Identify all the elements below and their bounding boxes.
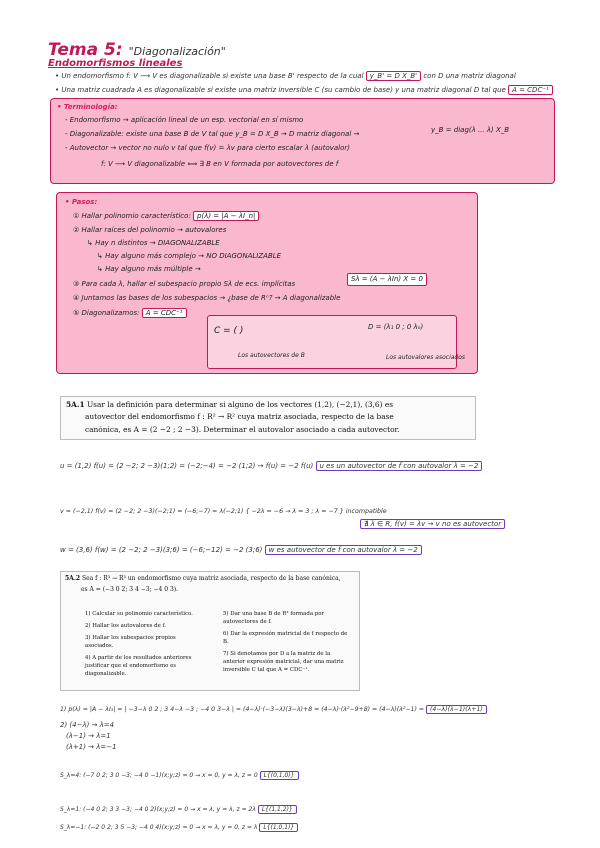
- sol-v-box: ∄ λ ∈ R, f(v) = λv → v no es autovector: [360, 519, 505, 529]
- step-5-text: ⑤ Diagonalizamos:: [73, 309, 140, 317]
- terminology-item-3: - Autovector → vector no nulo v tal que f(v) = λv para cierto escalar λ (autovalor): [65, 144, 351, 152]
- terminology-heading: • Terminología:: [57, 103, 118, 111]
- exercise-1-line-2: autovector del endomorfismo f : R² → R² cuya matriz asociada, respecto de la base: [85, 412, 394, 421]
- intro-line-2-text: • Una matriz cuadrada A es diagonalizable si existe una matriz inversible C (su cambio de base) y una matriz diagonal D tal que: [55, 86, 506, 94]
- poly-box: p(λ) = |A − λI_n|: [193, 211, 259, 221]
- sol1-box: (4−λ)(λ−1)(λ+1): [426, 705, 487, 714]
- intro-line-2: [55, 86, 553, 94]
- step-2c: ↳ Hay alguno más múltiple →: [97, 265, 201, 273]
- exercise-2-item-7: 7) Si denotamos por D a la matriz de la anterior expresión matricial, dar una matriz inversible C tal que A = CDC⁻¹.: [223, 651, 344, 673]
- terminology-formula: y_B = diag(λ ... λ) X_B: [431, 126, 510, 134]
- label-autovalores: Los autovalores asociados: [386, 354, 466, 361]
- subspace-lambda-4: [60, 772, 299, 779]
- label-autovectores: Los autovectores de B: [238, 352, 305, 359]
- exercise-2-item-3: 3) Hallar los subespacios propios asociados.: [85, 635, 176, 649]
- exercise-2-statement: [60, 571, 360, 691]
- exercise-1-line-3: canónica, es A = (2 −2 ; 2 −3). Determinar el autovalor asociado a cada autovector.: [85, 425, 400, 434]
- step-4: ④ Juntamos las bases de los subespacios → ¿base de Rⁿ? → A diagonalizable: [73, 294, 341, 302]
- terminology-box: [50, 98, 555, 184]
- exercise-1-text-1: Usar la definición para determinar si alguno de los vectores (1,2), (−2,1), (3,6) es: [86, 400, 393, 409]
- section-heading: Endomorfismos lineales: [48, 58, 183, 69]
- sol1-text: 1) p(λ) = |A − λI₃| = | −3−λ 0 2 ; 3 4−λ −3 ; −4 0 3−λ | = (4−λ)·(−3−λ)(3−λ)+8 = (4−λ)·(λ²−9+8) = (4−λ)(λ²−1) =: [60, 706, 425, 713]
- exercise-2-item-6: 6) Dar la expresión matricial de f respecto de B.: [223, 631, 348, 645]
- slambda-box: Sλ = (A − λIn) X = 0: [347, 273, 427, 286]
- step-5: [73, 308, 187, 319]
- exercise-2-item-4: 4) A partir de los resultados anteriores justificar que el endomorfismo es diagonalizable.: [85, 655, 192, 677]
- diag-box: A = CDC⁻¹: [142, 308, 187, 318]
- intro-line-1-box: y_B' = D X_B': [366, 71, 421, 81]
- s4-text: S_λ=4: (−7 0 2; 3 0 −3; −4 0 −1)(x;y;z) = 0 → x = 0, y = λ, z = 0: [60, 772, 258, 779]
- sm1-text: S_λ=−1: (−2 0 2; 3 5 −3; −4 0 4)(x;y;z) = 0 → x = λ, y = 0, z = λ: [60, 824, 258, 831]
- step-2: ② Hallar raíces del polinomio → autovalores: [73, 226, 227, 234]
- exercise-2-solution-2: [60, 720, 117, 753]
- title-main: Tema 5:: [48, 40, 123, 60]
- exercise-2-text-1: Sea f : R³ → R³ un endomorfismo cuya matriz asociada, respecto de la base canónica,: [82, 575, 341, 582]
- sol-w-box: w es autovector de f con autovalor λ = −2: [265, 545, 422, 555]
- terminology-item-1: - Endomorfismo → aplicación lineal de un esp. vectorial en sí mismo: [65, 116, 304, 124]
- sol-w-text: w = (3,6) f(w) = (2 −2; 2 −3)(3;6) = (−6;−12) = −2 (3;6): [60, 546, 263, 554]
- matrix-c-label: C = ( ): [214, 326, 244, 336]
- intro-line-1-end: con D una matriz diagonal: [423, 72, 516, 80]
- sol-v-text: v = (−2,1) f(v) = (2 −2; 2 −3)(−2;1) = (−6;−7) = λ(−2;1) { −2λ = −6 → λ = 3 ; λ = −7 } incompatible: [60, 508, 387, 515]
- exercise-2-item-5: 5) Dar una base B de R³ formada por autovectores de f.: [223, 611, 325, 625]
- exercise-1-label: 5A.1: [66, 400, 85, 409]
- exercise-1-solution-v: [60, 508, 387, 515]
- terminology-item-2: - Diagonalizable: existe una base B de V tal que y_B = D X_B → D matriz diagonal →: [65, 130, 360, 138]
- steps-box: [56, 192, 478, 374]
- exercise-2-solution-1: [60, 706, 487, 713]
- exercise-2-line-1: [65, 575, 341, 582]
- exercise-1-line-1: [66, 400, 393, 409]
- matrix-d: D = (λ₁ 0 ; 0 λₙ): [368, 323, 424, 331]
- sm1-box: L{(1,0,1)}: [259, 823, 298, 832]
- sol2-line-1: 2) (4−λ) → λ=4: [60, 721, 115, 729]
- exercise-2-item-2: 2) Hallar los autovalores de f.: [85, 623, 167, 629]
- exercise-2-right-items: [223, 610, 353, 674]
- subspace-lambda-minus-1: [60, 824, 298, 831]
- subspace-lambda-1: [60, 806, 297, 813]
- exercise-1-statement: [60, 396, 476, 440]
- sol2-line-2: (λ−1) → λ=1: [66, 732, 111, 740]
- intro-line-1: [55, 72, 516, 80]
- s1-text: S_λ=1: (−4 0 2; 3 3 −3; −4 0 2)(x;y;z) = 0 → x = λ, y = λ, z = 2λ: [60, 806, 256, 813]
- sol-u-box: u es un autovector de f con autovalor λ = −2: [316, 461, 483, 471]
- step-1-text: ① Hallar polinomio característico:: [73, 212, 191, 220]
- step-2a: ↳ Hay n distintos → DIAGONALIZABLE: [87, 239, 220, 247]
- intro-line-2-box: A = CDC⁻¹: [508, 85, 553, 95]
- exercise-1-solution-w: [60, 546, 422, 554]
- title-subtitle: "Diagonalización": [128, 45, 226, 58]
- s4-box: L{(0,1,0)}: [260, 771, 299, 780]
- exercise-1-solution-v-result: [360, 520, 505, 528]
- exercise-2-left-items: [85, 610, 205, 678]
- page-title: [48, 40, 226, 60]
- step-3: ③ Para cada λ, hallar el subespacio propio Sλ de ecs. implícitas: [73, 280, 296, 288]
- sol2-line-3: (λ+1) → λ=−1: [66, 743, 117, 751]
- steps-heading: • Pasos:: [65, 198, 98, 206]
- diagonalization-diagram: [207, 315, 466, 369]
- exercise-2-item-1: 1) Calcular su polinomio característico.: [85, 611, 193, 617]
- exercise-2-label: 5A.2: [65, 575, 81, 582]
- s1-box: L{(1,1,2)}: [258, 805, 297, 814]
- intro-line-1-text: • Un endomorfismo f: V ⟶ V es diagonalizable si existe una base B' respecto de la cual: [55, 72, 364, 80]
- step-2b: ↳ Hay alguno más complejo → NO DIAGONALIZABLE: [97, 252, 282, 260]
- terminology-item-4: f: V ⟶ V diagonalizable ⟺ ∃ B en V formada por autovectores de f: [101, 160, 339, 168]
- exercise-1-solution-u: [60, 462, 482, 470]
- exercise-2-line-2: es A = (−3 0 2; 3 4 −3; −4 0 3).: [81, 586, 179, 593]
- step-1: [73, 211, 259, 222]
- sol-u-text: u = (1,2) f(u) = (2 −2; 2 −3)(1;2) = (−2;−4) = −2 (1;2) → f(u) = −2 f(u): [60, 462, 314, 470]
